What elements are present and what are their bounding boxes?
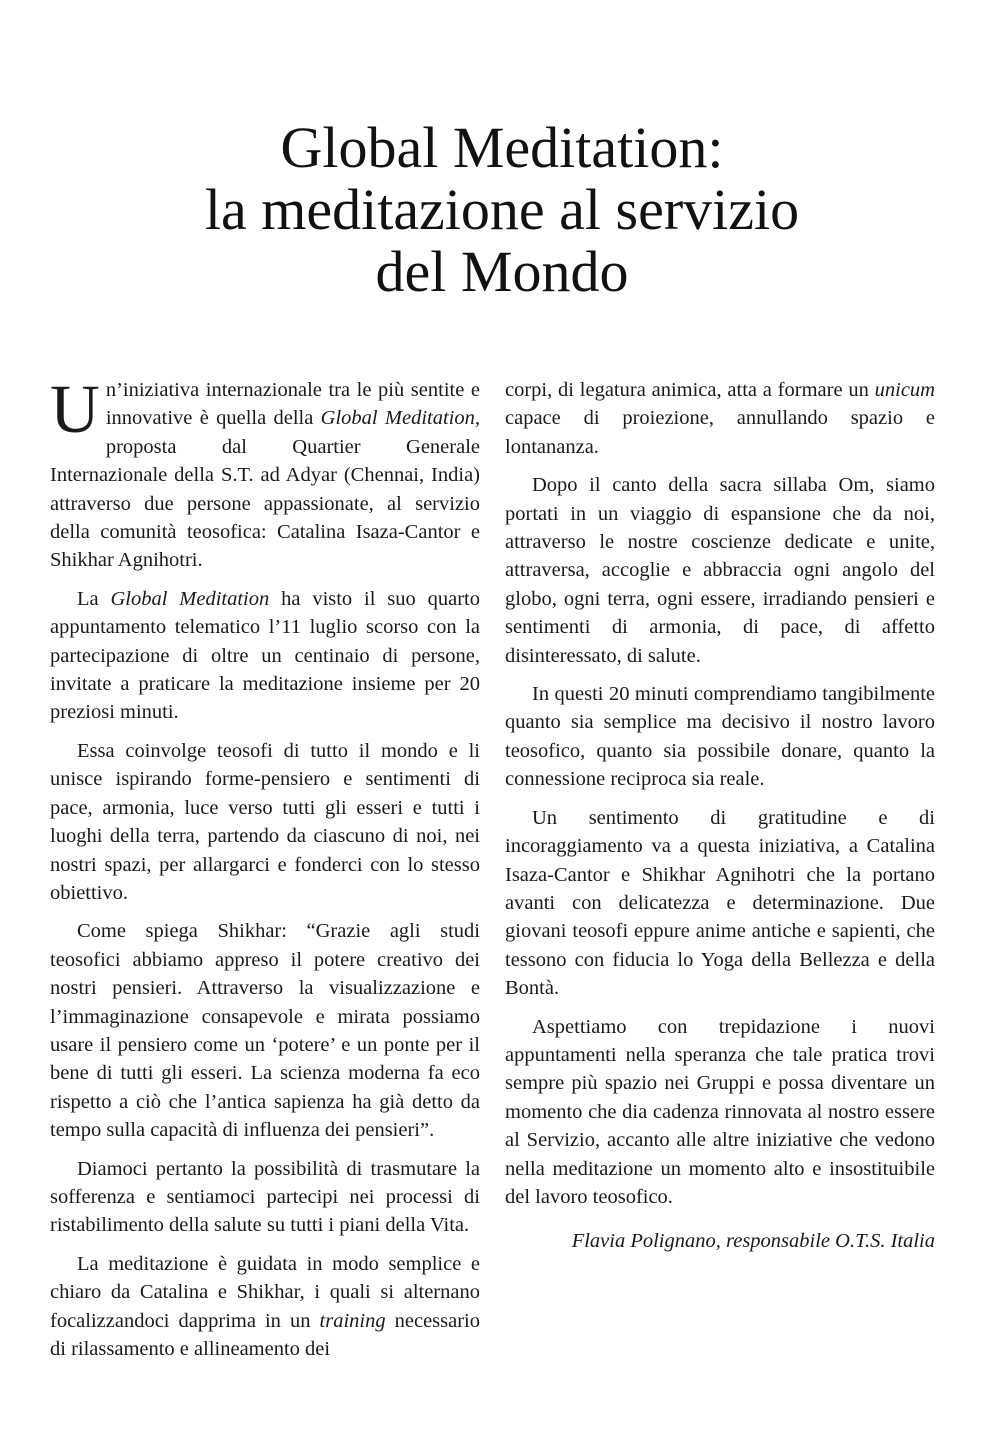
paragraph-6 xyxy=(50,1250,480,1364)
italic-text: unicum xyxy=(874,379,935,401)
title-line-2: la meditazione al servizio xyxy=(204,176,800,242)
drop-cap: U xyxy=(50,371,100,447)
paragraph-11: Aspettiamo con trepidazione i nuovi appuntamenti nella speranza che tale pratica trovi sempre più spazio nei Gruppi e possa diventare un momento che dia cadenza rinnovata al nostro essere al Servizio, accanto alle altre iniziative che vedono nella meditazione un momento alto e insostituibile del lavoro teosofico. xyxy=(505,1015,935,1208)
paragraph-2 xyxy=(50,585,480,727)
author-signature: Flavia Polignano, responsabile O.T.S. Italia xyxy=(571,1230,935,1253)
paragraph-4: Come spiega Shikhar: “Grazie agli studi teosofici abbiamo appreso il potere creativo dei nostri pensieri. Attraverso la visualizzazione e l’immaginazione consapevole e mirata possiamo usare il pensiero come un ‘potere’ e un ponte per il bene di tutti gli esseri. La scienza moderna fa eco rispetto a ciò che l’antica sapienza ha già detto da tempo sulla capacità di influenza dei pensieri”. xyxy=(50,920,480,1142)
italic-text: Global Meditation, xyxy=(320,407,480,430)
paragraph-text: corpi, di legatura animica, atta a formare un xyxy=(505,379,875,401)
italic-text: Global Meditation xyxy=(110,587,270,610)
paragraph-text: ha visto il suo quarto appuntamento telematico l’11 luglio scorso con la partecipazione di oltre un centinaio di persone, invitate a praticare la meditazione insieme per 20 preziosi minuti. xyxy=(50,587,480,724)
paragraph-10: Un sentimento di gratitudine e di incoraggiamento va a questa iniziativa, a Catalina Isaza-Cantor e Shikhar Agnihotri che la portano avanti con delicatezza e determinazione. Due giovani teosofi eppure anime antiche e sapienti, che tessono con fiducia lo Yoga della Bellezza e della Bontà. xyxy=(505,806,935,1000)
paragraph-7 xyxy=(505,376,935,461)
article-title xyxy=(0,114,1004,304)
paragraph-text: n’iniziativa internazionale tra le più sentite e innovative è quella della xyxy=(105,379,480,430)
paragraph-text: La xyxy=(77,587,111,610)
title-line-1: Global Meditation: xyxy=(280,114,724,180)
paragraph-text: La meditazione è guidata in modo semplice e chiaro da Catalina e Shikhar, i quali si alternano focalizzandoci dapprima in un xyxy=(50,1252,480,1332)
paragraph-text: necessario di rilassamento e allineamento dei xyxy=(50,1309,481,1360)
paragraph-text: proposta dal Quartier Generale Internazionale della S.T. ad Adyar (Chennai, India) attraverso due persone appassionate, al servizio della comunità teosofica: Catalina Isaza-Cantor e Shikhar Agnihotri. xyxy=(50,435,480,572)
right-column xyxy=(505,376,935,1256)
left-column xyxy=(50,371,481,1373)
paragraph-3: Essa coinvolge teosofi di tutto il mondo e li unisce ispirando forme-pensiero e sentimenti di pace, armonia, luce verso tutti gli esseri e tutti i luoghi della terra, partendo da ciascuno di noi, nei nostri spazi, per allargarci e fonderci con lo stesso obiettivo. xyxy=(50,739,480,904)
paragraph-text: capace di proiezione, annullando spazio e lontananza. xyxy=(505,407,935,458)
title-line-3: del Mondo xyxy=(375,238,629,304)
paragraph-5: Diamoci pertanto la possibilità di trasmutare la sofferenza e sentiamoci partecipi nei processi di ristabilimento della salute su tutti i piani della Vita. xyxy=(50,1157,480,1237)
italic-text: training xyxy=(319,1309,386,1332)
paragraph-9: In questi 20 minuti comprendiamo tangibilmente quanto sia semplice ma decisivo il nostro lavoro teosofico, quanto sia possibile donare, quanto la connessione reciproca sia reale. xyxy=(505,683,935,791)
paragraph-8: Dopo il canto della sacra sillaba Om, siamo portati in un viaggio di espansione che da noi, attraverso le nostre coscienze dedicate e unite, attraversa, accoglie e abbraccia ogni angolo del globo, ogni terra, ogni essere, irradiando pensieri e sentimenti di armonia, di pace, di affetto disinteressato, di salute. xyxy=(505,474,935,667)
paragraph-1 xyxy=(50,371,480,575)
